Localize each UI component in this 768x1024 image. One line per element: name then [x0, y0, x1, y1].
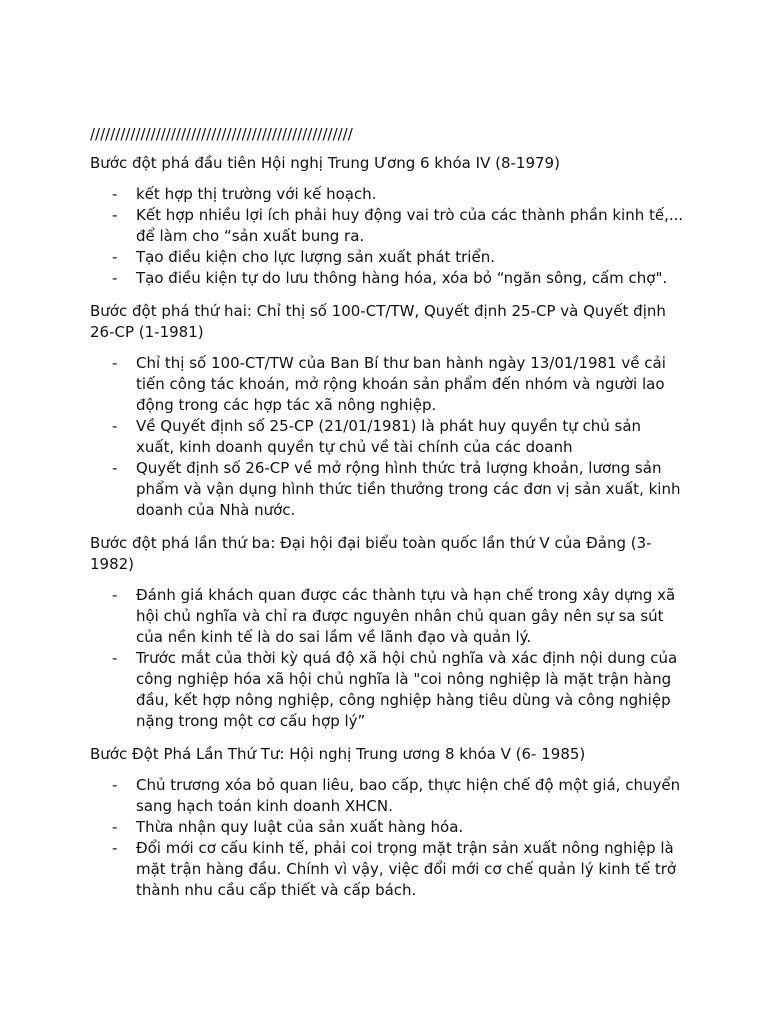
bullet-dash: - [112, 248, 118, 266]
list-item-text: Về Quyết định số 25-CP (21/01/1981) là phát huy quyền tự chủ sản xuất, kinh doanh quyền tự chủ về tài chính của các doanh [136, 417, 642, 456]
list-item [90, 268, 684, 289]
list-item-text: Tạo điều kiện cho lực lượng sản xuất phát triển. [136, 248, 495, 266]
section-heading-1: Bước đột phá đầu tiên Hội nghị Trung Ương 6 khóa IV (8-1979) [90, 154, 560, 172]
list-item-text: Chỉ thị số 100-CT/TW của Ban Bí thư ban hành ngày 13/01/1981 về cải tiến công tác khoán, mở rộng khoán sản phẩm đến nhóm và người lao động trong các hợp tác xã nông nghiệp. [136, 354, 666, 414]
list-item [90, 416, 684, 458]
bullet-dash: - [112, 206, 118, 224]
bullet-dash: - [112, 586, 118, 604]
section-list-2 [90, 353, 684, 521]
list-item [90, 353, 684, 416]
list-item-text: Đánh giá khách quan được các thành tựu và hạn chế trong xây dựng xã hội chủ nghĩa và chỉ ra được nguyên nhân chủ quan gây nên sự sa sút của nền kinh tế là do sai lầm về lãnh đạo và quản lý. [136, 586, 676, 646]
list-item [90, 648, 684, 732]
list-item-text: Trước mắt của thời kỳ quá độ xã hội chủ nghĩa và xác định nội dung của công nghiệp hóa xã hội chủ nghĩa là "coi nông nghiệp là mặt trận hàng đầu, kết hợp nông nghiệp, công nghiệp hàng tiêu dùng và công nghiệp nặng trong một cơ cấu hợp lý” [136, 649, 678, 730]
bullet-dash: - [112, 459, 118, 477]
section-list-1 [90, 184, 684, 289]
bullet-dash: - [112, 776, 118, 794]
section-heading-4: Bước Đột Phá Lần Thứ Tư: Hội nghị Trung ương 8 khóa V (6- 1985) [90, 745, 586, 763]
bullet-dash: - [112, 839, 118, 857]
section-heading-3: Bước đột phá lần thứ ba: Đại hội đại biểu toàn quốc lần thứ V của Đảng (3-1982) [90, 534, 652, 573]
bullet-dash: - [112, 417, 118, 435]
list-item-text: Kết hợp nhiều lợi ích phải huy động vai trò của các thành phần kinh tế,... để làm cho “sản xuất bung ra. [136, 206, 684, 245]
list-item [90, 458, 684, 521]
list-item-text: Đổi mới cơ cấu kinh tế, phải coi trọng mặt trận sản xuất nông nghiệp là mặt trận hàng đầu. Chính vì vậy, việc đổi mới cơ chế quản lý kinh tế trở thành nhu cầu cấp thiết và cấp bách. [136, 839, 677, 899]
section-list-3 [90, 585, 684, 732]
list-item [90, 247, 684, 268]
bullet-dash: - [112, 354, 118, 372]
list-item [90, 817, 684, 838]
list-item-text: Quyết định số 26-CP về mở rộng hình thức trả lượng khoản, lương sản phẩm và vận dụng hình thức tiền thưởng trong các đơn vị sản xuất, kinh doanh của Nhà nước. [136, 459, 681, 519]
list-item [90, 184, 684, 205]
bullet-dash: - [112, 269, 118, 287]
list-item-text: kết hợp thị trường với kế hoạch. [136, 185, 377, 203]
section-heading-2: Bước đột phá thứ hai: Chỉ thị số 100-CT/TW, Quyết định 25-CP và Quyết định 26-CP (1-1981) [90, 302, 666, 341]
list-item-text: Chủ trương xóa bỏ quan liêu, bao cấp, thực hiện chế độ một giá, chuyển sang hạch toán kinh doanh XHCN. [136, 776, 681, 815]
list-item [90, 585, 684, 648]
list-item-text: Thừa nhận quy luật của sản xuất hàng hóa. [136, 818, 464, 836]
slash-divider: //////////////////////////////////////////////////// [90, 125, 353, 143]
bullet-dash: - [112, 818, 118, 836]
list-item [90, 838, 684, 901]
bullet-dash: - [112, 185, 118, 203]
section-list-4 [90, 775, 684, 901]
list-item [90, 205, 684, 247]
bullet-dash: - [112, 649, 118, 667]
list-item [90, 775, 684, 817]
list-item-text: Tạo điều kiện tự do lưu thông hàng hóa, xóa bỏ “ngăn sông, cấm chợ". [136, 269, 668, 287]
